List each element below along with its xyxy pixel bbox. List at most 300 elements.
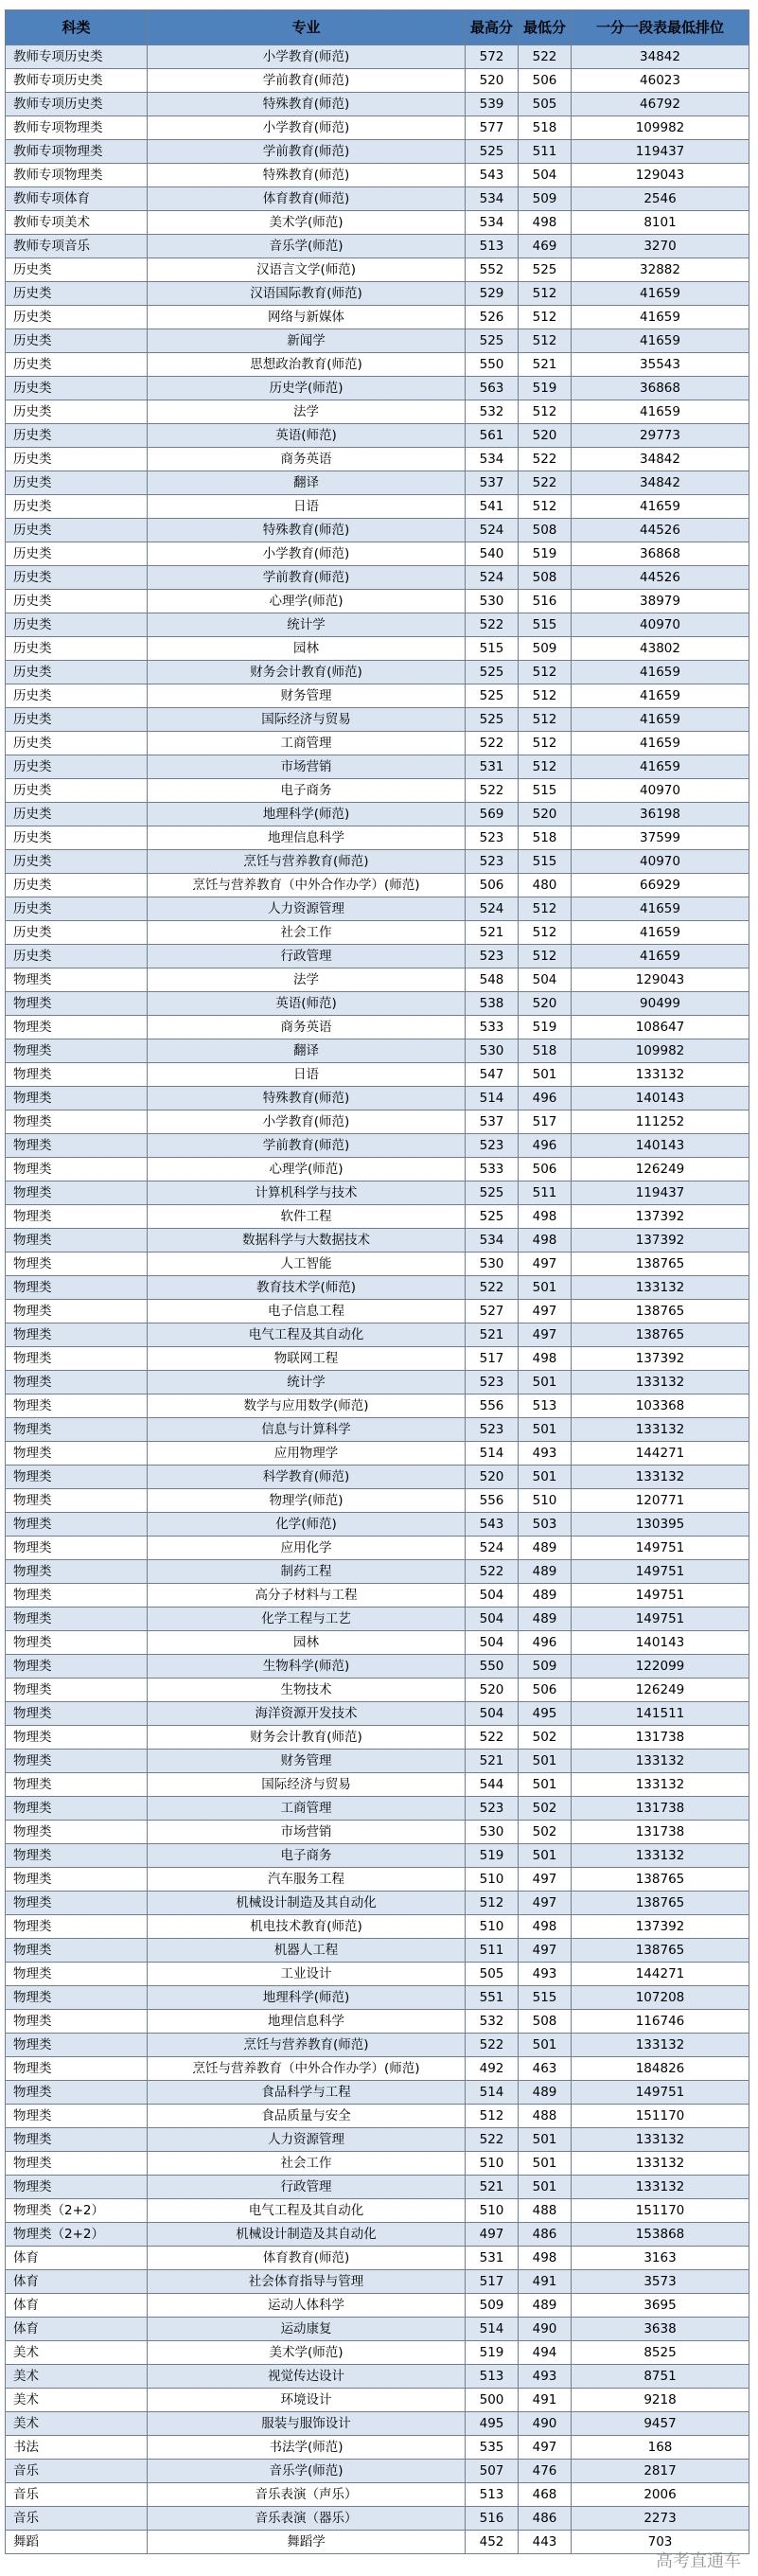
cell-major: 教育技术学(师范) [148, 1276, 466, 1300]
cell-min-score: 498 [519, 1205, 572, 1229]
table-row [6, 1205, 749, 1229]
cell-max-score: 514 [466, 1087, 519, 1110]
table-row [6, 1537, 749, 1560]
cell-category: 物理类 [6, 1063, 148, 1087]
table-row [6, 803, 749, 826]
cell-min-score: 501 [519, 1063, 572, 1087]
cell-min-score: 497 [519, 1252, 572, 1276]
cell-max-score: 533 [466, 1158, 519, 1181]
cell-category: 教师专项音乐 [6, 235, 148, 258]
cell-min-rank: 2006 [572, 2483, 749, 2507]
cell-max-score: 517 [466, 2270, 519, 2294]
cell-major: 园林 [148, 637, 466, 661]
cell-category: 物理类（2+2） [6, 2199, 148, 2223]
cell-major: 汽车服务工程 [148, 1868, 466, 1892]
cell-min-rank: 41659 [572, 684, 749, 708]
cell-category: 教师专项物理类 [6, 140, 148, 164]
cell-min-rank: 3695 [572, 2294, 749, 2318]
cell-min-score: 512 [519, 755, 572, 779]
cell-min-score: 512 [519, 495, 572, 519]
cell-min-score: 491 [519, 2270, 572, 2294]
cell-min-score: 498 [519, 1915, 572, 1939]
cell-major: 音乐表演（声乐） [148, 2483, 466, 2507]
cell-min-score: 513 [519, 1395, 572, 1418]
cell-min-score: 497 [519, 1868, 572, 1892]
table-row [6, 1939, 749, 1963]
cell-major: 园林 [148, 1631, 466, 1655]
table-row [6, 519, 749, 542]
table-row [6, 2365, 749, 2389]
cell-min-rank: 2817 [572, 2460, 749, 2483]
cell-min-rank: 41659 [572, 945, 749, 968]
cell-major: 烹饪与营养教育(师范) [148, 850, 466, 874]
cell-category: 物理类 [6, 1276, 148, 1300]
cell-min-rank: 138765 [572, 1252, 749, 1276]
cell-max-score: 522 [466, 1560, 519, 1584]
cell-min-score: 489 [519, 1537, 572, 1560]
table-row [6, 211, 749, 235]
cell-major: 电气工程及其自动化 [148, 1324, 466, 1347]
cell-min-score: 512 [519, 945, 572, 968]
table-row [6, 1655, 749, 1679]
cell-min-score: 501 [519, 1773, 572, 1797]
table-row [6, 306, 749, 329]
cell-min-score: 501 [519, 1844, 572, 1868]
cell-major: 物理学(师范) [148, 1489, 466, 1513]
cell-min-score: 522 [519, 471, 572, 495]
cell-min-rank: 133132 [572, 2128, 749, 2152]
cell-min-score: 509 [519, 187, 572, 211]
cell-max-score: 534 [466, 1229, 519, 1252]
cell-category: 物理类 [6, 1821, 148, 1844]
cell-min-score: 506 [519, 1679, 572, 1702]
cell-min-rank: 41659 [572, 897, 749, 921]
cell-min-score: 486 [519, 2507, 572, 2531]
cell-major: 音乐表演（器乐） [148, 2507, 466, 2531]
cell-min-rank: 46023 [572, 69, 749, 93]
cell-category: 历史类 [6, 921, 148, 945]
table-row [6, 1418, 749, 1442]
cell-category: 物理类（2+2） [6, 2223, 148, 2247]
cell-category: 体育 [6, 2247, 148, 2270]
cell-max-score: 520 [466, 1466, 519, 1489]
cell-min-rank: 133132 [572, 2034, 749, 2057]
cell-min-score: 494 [519, 2341, 572, 2365]
cell-min-rank: 109982 [572, 116, 749, 140]
header-min-score: 最低分 [519, 10, 572, 45]
cell-major: 地理科学(师范) [148, 1986, 466, 2010]
cell-max-score: 530 [466, 1252, 519, 1276]
table-row [6, 897, 749, 921]
watermark-text: 高考直通车 [656, 2551, 741, 2571]
cell-max-score: 533 [466, 1016, 519, 1039]
cell-major: 日语 [148, 495, 466, 519]
cell-min-score: 489 [519, 1560, 572, 1584]
cell-category: 物理类 [6, 2105, 148, 2128]
table-row [6, 353, 749, 377]
cell-min-score: 525 [519, 258, 572, 282]
cell-min-score: 512 [519, 282, 572, 306]
cell-min-score: 469 [519, 235, 572, 258]
cell-min-rank: 36868 [572, 377, 749, 400]
table-row [6, 945, 749, 968]
cell-min-score: 497 [519, 1892, 572, 1915]
cell-category: 历史类 [6, 566, 148, 590]
cell-min-score: 520 [519, 803, 572, 826]
cell-category: 历史类 [6, 874, 148, 897]
cell-category: 教师专项历史类 [6, 69, 148, 93]
cell-major: 物联网工程 [148, 1347, 466, 1371]
cell-category: 物理类 [6, 2034, 148, 2057]
cell-major: 翻译 [148, 471, 466, 495]
table-row [6, 590, 749, 613]
cell-category: 历史类 [6, 471, 148, 495]
cell-max-score: 538 [466, 992, 519, 1016]
cell-max-score: 504 [466, 1584, 519, 1608]
cell-min-score: 491 [519, 2389, 572, 2412]
cell-major: 心理学(师范) [148, 590, 466, 613]
cell-min-score: 520 [519, 424, 572, 448]
cell-category: 物理类 [6, 1371, 148, 1395]
cell-major: 机械设计制造及其自动化 [148, 1892, 466, 1915]
cell-min-rank: 119437 [572, 140, 749, 164]
cell-category: 历史类 [6, 897, 148, 921]
cell-category: 历史类 [6, 377, 148, 400]
cell-min-rank: 138765 [572, 1300, 749, 1324]
cell-category: 物理类 [6, 1560, 148, 1584]
cell-max-score: 517 [466, 1347, 519, 1371]
table-row [6, 542, 749, 566]
cell-max-score: 523 [466, 850, 519, 874]
table-row [6, 400, 749, 424]
cell-min-rank: 40970 [572, 850, 749, 874]
cell-min-score: 515 [519, 779, 572, 803]
cell-min-score: 522 [519, 45, 572, 69]
cell-max-score: 500 [466, 2389, 519, 2412]
table-row [6, 826, 749, 850]
cell-max-score: 504 [466, 1608, 519, 1631]
cell-major: 财务会计教育(师范) [148, 1726, 466, 1750]
cell-min-rank: 133132 [572, 2152, 749, 2176]
cell-min-score: 498 [519, 1229, 572, 1252]
cell-min-score: 512 [519, 661, 572, 684]
cell-max-score: 577 [466, 116, 519, 140]
cell-max-score: 523 [466, 945, 519, 968]
cell-major: 市场营销 [148, 755, 466, 779]
cell-major: 商务英语 [148, 1016, 466, 1039]
cell-min-rank: 9457 [572, 2412, 749, 2436]
cell-min-score: 512 [519, 897, 572, 921]
cell-min-score: 502 [519, 1726, 572, 1750]
cell-major: 地理信息科学 [148, 2010, 466, 2034]
cell-min-rank: 41659 [572, 921, 749, 945]
cell-category: 历史类 [6, 424, 148, 448]
cell-max-score: 505 [466, 1963, 519, 1986]
cell-min-score: 501 [519, 2128, 572, 2152]
cell-min-rank: 111252 [572, 1110, 749, 1134]
table-body [6, 45, 749, 2554]
cell-category: 历史类 [6, 329, 148, 353]
cell-category: 舞蹈 [6, 2531, 148, 2554]
cell-min-score: 489 [519, 1584, 572, 1608]
cell-major: 美术学(师范) [148, 2341, 466, 2365]
cell-min-rank: 141511 [572, 1702, 749, 1726]
table-row [6, 2057, 749, 2081]
table-row [6, 187, 749, 211]
table-row [6, 1324, 749, 1347]
table-row [6, 566, 749, 590]
cell-min-rank: 153868 [572, 2223, 749, 2247]
cell-major: 化学工程与工艺 [148, 1608, 466, 1631]
table-row [6, 755, 749, 779]
cell-max-score: 525 [466, 1181, 519, 1205]
table-row [6, 1134, 749, 1158]
table-row [6, 1702, 749, 1726]
table-row [6, 1892, 749, 1915]
cell-major: 烹饪与营养教育(师范) [148, 2034, 466, 2057]
cell-category: 物理类 [6, 2057, 148, 2081]
cell-min-score: 515 [519, 1986, 572, 2010]
cell-max-score: 548 [466, 968, 519, 992]
cell-min-score: 508 [519, 2010, 572, 2034]
table-row [6, 2389, 749, 2412]
cell-min-score: 515 [519, 850, 572, 874]
table-row [6, 1750, 749, 1773]
cell-min-rank: 133132 [572, 2176, 749, 2199]
cell-max-score: 522 [466, 2128, 519, 2152]
cell-min-rank: 149751 [572, 2081, 749, 2105]
cell-max-score: 525 [466, 140, 519, 164]
cell-major: 社会工作 [148, 921, 466, 945]
cell-max-score: 537 [466, 1110, 519, 1134]
table-row [6, 921, 749, 945]
cell-min-score: 489 [519, 1608, 572, 1631]
cell-min-score: 520 [519, 992, 572, 1016]
cell-category: 物理类 [6, 1773, 148, 1797]
cell-max-score: 569 [466, 803, 519, 826]
cell-min-rank: 38979 [572, 590, 749, 613]
cell-min-rank: 41659 [572, 755, 749, 779]
cell-major: 学前教育(师范) [148, 566, 466, 590]
cell-major: 高分子材料与工程 [148, 1584, 466, 1608]
cell-min-rank: 133132 [572, 1371, 749, 1395]
cell-min-rank: 133132 [572, 1844, 749, 1868]
header-max-score: 最高分 [466, 10, 519, 45]
cell-category: 物理类 [6, 2081, 148, 2105]
cell-max-score: 519 [466, 1844, 519, 1868]
table-row [6, 93, 749, 116]
cell-category: 物理类 [6, 1229, 148, 1252]
cell-category: 历史类 [6, 519, 148, 542]
cell-major: 电气工程及其自动化 [148, 2199, 466, 2223]
table-row [6, 1442, 749, 1466]
cell-major: 法学 [148, 968, 466, 992]
cell-major: 心理学(师范) [148, 1158, 466, 1181]
cell-major: 网络与新媒体 [148, 306, 466, 329]
table-row [6, 1039, 749, 1063]
cell-min-score: 504 [519, 968, 572, 992]
table-row [6, 2294, 749, 2318]
cell-min-rank: 29773 [572, 424, 749, 448]
cell-major: 电子商务 [148, 1844, 466, 1868]
cell-major: 国际经济与贸易 [148, 708, 466, 732]
table-header [6, 10, 749, 45]
cell-max-score: 551 [466, 1986, 519, 2010]
cell-min-score: 517 [519, 1110, 572, 1134]
cell-min-score: 516 [519, 590, 572, 613]
cell-max-score: 524 [466, 1537, 519, 1560]
cell-max-score: 543 [466, 164, 519, 187]
cell-max-score: 534 [466, 448, 519, 471]
cell-min-score: 490 [519, 2412, 572, 2436]
cell-major: 舞蹈学 [148, 2531, 466, 2554]
cell-major: 音乐学(师范) [148, 235, 466, 258]
cell-major: 小学教育(师范) [148, 116, 466, 140]
cell-major: 人工智能 [148, 1252, 466, 1276]
score-table-container [5, 9, 749, 2554]
cell-category: 音乐 [6, 2460, 148, 2483]
cell-category: 物理类 [6, 1466, 148, 1489]
cell-max-score: 544 [466, 1773, 519, 1797]
table-row [6, 1347, 749, 1371]
cell-max-score: 530 [466, 1039, 519, 1063]
cell-category: 历史类 [6, 826, 148, 850]
table-row [6, 1181, 749, 1205]
cell-category: 历史类 [6, 850, 148, 874]
cell-category: 物理类 [6, 1608, 148, 1631]
cell-major: 法学 [148, 400, 466, 424]
cell-max-score: 532 [466, 400, 519, 424]
cell-max-score: 525 [466, 684, 519, 708]
table-row [6, 2081, 749, 2105]
header-category: 科类 [6, 10, 148, 45]
cell-category: 历史类 [6, 495, 148, 519]
cell-major: 学前教育(师范) [148, 140, 466, 164]
table-row [6, 2460, 749, 2483]
table-row [6, 164, 749, 187]
cell-major: 电子信息工程 [148, 1300, 466, 1324]
cell-max-score: 535 [466, 2436, 519, 2460]
cell-major: 统计学 [148, 613, 466, 637]
cell-min-rank: 137392 [572, 1205, 749, 1229]
cell-max-score: 525 [466, 708, 519, 732]
cell-max-score: 537 [466, 471, 519, 495]
table-row [6, 2176, 749, 2199]
table-row [6, 1726, 749, 1750]
table-row [6, 69, 749, 93]
cell-major: 特殊教育(师范) [148, 1087, 466, 1110]
cell-min-rank: 126249 [572, 1679, 749, 1702]
cell-category: 物理类 [6, 1797, 148, 1821]
cell-max-score: 521 [466, 1750, 519, 1773]
cell-min-score: 493 [519, 1442, 572, 1466]
cell-category: 教师专项体育 [6, 187, 148, 211]
cell-major: 特殊教育(师范) [148, 93, 466, 116]
cell-min-rank: 41659 [572, 329, 749, 353]
cell-min-rank: 131738 [572, 1821, 749, 1844]
cell-category: 物理类 [6, 1489, 148, 1513]
cell-major: 海洋资源开发技术 [148, 1702, 466, 1726]
table-row [6, 708, 749, 732]
cell-major: 运动人体科学 [148, 2294, 466, 2318]
cell-major: 服装与服饰设计 [148, 2412, 466, 2436]
table-row [6, 968, 749, 992]
table-row [6, 732, 749, 755]
cell-min-rank: 3270 [572, 235, 749, 258]
table-row [6, 2341, 749, 2365]
cell-min-score: 512 [519, 921, 572, 945]
cell-major: 市场营销 [148, 1821, 466, 1844]
cell-min-rank: 138765 [572, 1868, 749, 1892]
cell-min-rank: 8101 [572, 211, 749, 235]
cell-category: 物理类 [6, 1134, 148, 1158]
cell-max-score: 512 [466, 2105, 519, 2128]
cell-category: 物理类 [6, 1726, 148, 1750]
cell-min-rank: 90499 [572, 992, 749, 1016]
cell-min-score: 503 [519, 1513, 572, 1537]
cell-category: 历史类 [6, 258, 148, 282]
table-row [6, 282, 749, 306]
cell-min-score: 501 [519, 1371, 572, 1395]
cell-category: 美术 [6, 2412, 148, 2436]
cell-min-rank: 3638 [572, 2318, 749, 2341]
cell-category: 物理类 [6, 968, 148, 992]
cell-min-score: 489 [519, 2294, 572, 2318]
cell-category: 物理类 [6, 1110, 148, 1134]
cell-major: 科学教育(师范) [148, 1466, 466, 1489]
cell-category: 书法 [6, 2436, 148, 2460]
cell-min-rank: 133132 [572, 1773, 749, 1797]
table-row [6, 684, 749, 708]
cell-category: 物理类 [6, 992, 148, 1016]
table-row [6, 2318, 749, 2341]
cell-major: 小学教育(师范) [148, 45, 466, 69]
cell-max-score: 521 [466, 2176, 519, 2199]
table-row [6, 661, 749, 684]
cell-category: 历史类 [6, 732, 148, 755]
table-row [6, 779, 749, 803]
cell-category: 体育 [6, 2294, 148, 2318]
cell-min-score: 497 [519, 1939, 572, 1963]
cell-category: 历史类 [6, 684, 148, 708]
table-row [6, 1087, 749, 1110]
cell-major: 小学教育(师范) [148, 1110, 466, 1134]
cell-category: 美术 [6, 2365, 148, 2389]
cell-max-score: 543 [466, 1513, 519, 1537]
table-row [6, 2199, 749, 2223]
cell-min-score: 468 [519, 2483, 572, 2507]
cell-category: 物理类 [6, 1395, 148, 1418]
cell-major: 食品科学与工程 [148, 2081, 466, 2105]
cell-min-rank: 2546 [572, 187, 749, 211]
cell-min-score: 519 [519, 542, 572, 566]
cell-max-score: 513 [466, 2483, 519, 2507]
table-row [6, 1229, 749, 1252]
cell-major: 工业设计 [148, 1963, 466, 1986]
cell-category: 音乐 [6, 2483, 148, 2507]
cell-category: 教师专项物理类 [6, 116, 148, 140]
cell-major: 音乐学(师范) [148, 2460, 466, 2483]
cell-category: 物理类 [6, 1324, 148, 1347]
cell-min-rank: 137392 [572, 1229, 749, 1252]
cell-min-rank: 103368 [572, 1395, 749, 1418]
cell-min-rank: 129043 [572, 968, 749, 992]
table-row [6, 850, 749, 874]
cell-category: 物理类 [6, 1750, 148, 1773]
cell-min-rank: 108647 [572, 1016, 749, 1039]
table-row [6, 1986, 749, 2010]
cell-major: 软件工程 [148, 1205, 466, 1229]
